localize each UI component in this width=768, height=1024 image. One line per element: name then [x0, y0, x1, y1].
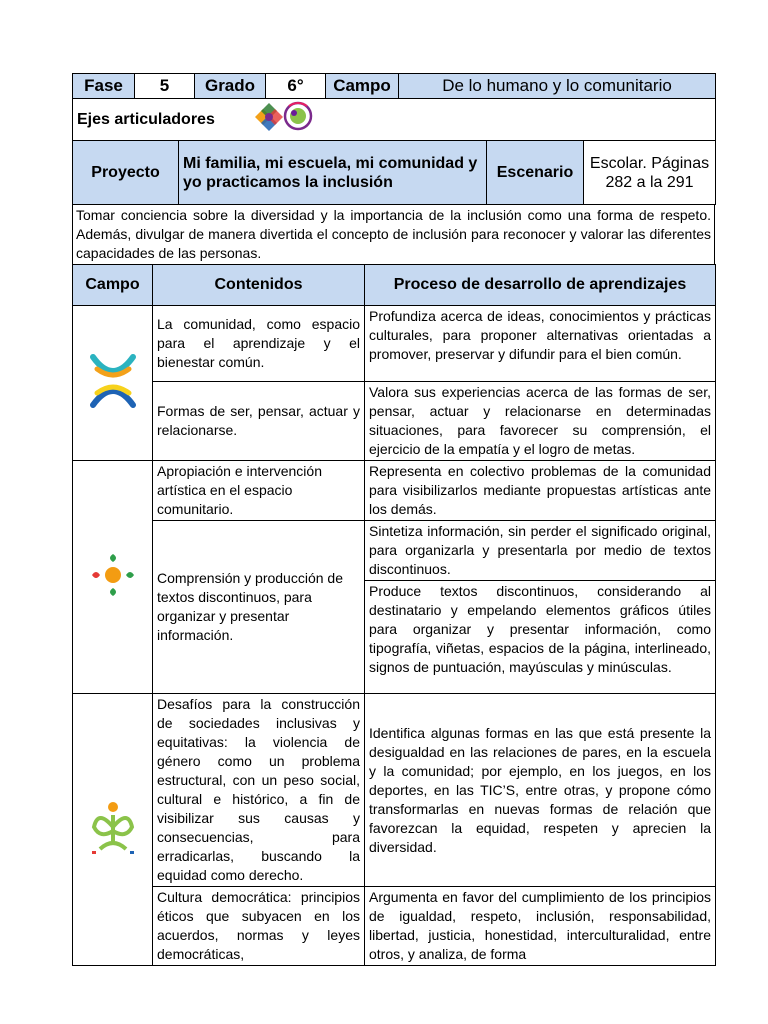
grado-label: Grado	[195, 74, 266, 99]
column-campo: Campo	[73, 265, 153, 306]
table-row	[73, 461, 716, 521]
campo-label: Campo	[326, 74, 399, 99]
lenguajes-icon	[88, 587, 138, 604]
campo-value: De lo humano y lo comunitario	[399, 74, 716, 99]
header-table	[72, 73, 716, 99]
purpose-table	[72, 204, 715, 265]
contenido-cell: Comprensión y producción de textos discontinuos, para organizar y presentar información.	[153, 521, 365, 694]
escenario-value: Escolar. Páginas 282 a la 291	[584, 141, 716, 205]
escenario-label: Escenario	[487, 141, 584, 205]
table-row	[73, 306, 716, 382]
project-purpose: Tomar conciencia sobre la diversidad y la importancia de la inclusión como una forma de respeto. Además, divulgar de manera divertida el concepto de inclusión para reconocer y valorar las diferentes capacidades de las personas.	[73, 205, 715, 265]
proceso-cell: Argumenta en favor del cumplimiento de los principios de igualdad, respeto, inclusión, responsabilidad, libertad, justicia, honestidad, interculturalidad, entre otros, y analiza, de forma	[365, 887, 716, 966]
ejes-articuladores-logo	[245, 99, 315, 140]
proceso-cell: Profundiza acerca de ideas, conocimientos y prácticas culturales, para proponer alternativas orientadas a promover, preservar y difundir para el bien común.	[365, 306, 716, 382]
saberes-icon	[87, 398, 139, 415]
column-proceso: Proceso de desarrollo de aprendizajes	[365, 265, 716, 306]
content-table	[72, 264, 716, 966]
fase-label: Fase	[73, 74, 135, 99]
proceso-cell: Representa en colectivo problemas de la comunidad para visibilizarlos mediante propuestas artísticas ante los demás.	[365, 461, 716, 521]
proceso-cell: Valora sus experiencias acerca de las formas de ser, pensar, actuar y relacionarse en determinadas situaciones, para favorecer su comprensión, el ejercicio de la empatía y el logro de metas.	[365, 382, 716, 461]
column-contenidos: Contenidos	[153, 265, 365, 306]
planning-sheet	[72, 73, 715, 966]
contenido-cell: Apropiación e intervención artística en el espacio comunitario.	[153, 461, 365, 521]
contenido-cell: Formas de ser, pensar, actuar y relacionarse.	[153, 382, 365, 461]
proyecto-table	[72, 140, 716, 205]
ejes-label: Ejes articuladores	[73, 99, 245, 141]
table-row	[73, 382, 716, 461]
etica-icon	[90, 842, 136, 859]
table-row	[73, 521, 716, 581]
contenido-cell: Desafíos para la construcción de sociedades inclusivas y equitativas: la violencia de género como un problema estructural, con un peso social, cultural e histórico, a fin de visibilizar sus causas y consecuencias, para erradicarlas, buscando la equidad como derecho.	[153, 694, 365, 887]
proceso-cell: Produce textos discontinuos, considerando al destinatario y empelando elementos gráficos útiles para organizar y presentar información, como tipografía, viñetas, espacios de la página, interlineado, signos de puntuación, mayúsculas y minúsculas.	[365, 581, 716, 694]
contenido-cell: La comunidad, como espacio para el aprendizaje y el bienestar común.	[153, 306, 365, 382]
grado-value: 6°	[266, 74, 326, 99]
table-row	[73, 694, 716, 887]
proyecto-label: Proyecto	[73, 141, 179, 205]
proceso-cell: Sintetiza información, sin perder el significado original, para organizarla y presentarla por medio de textos discontinuos.	[365, 521, 716, 581]
fase-value: 5	[135, 74, 195, 99]
table-row	[73, 887, 716, 966]
proyecto-title: Mi familia, mi escuela, mi comunidad y yo practicamos la inclusión	[179, 141, 487, 205]
ejes-table	[72, 98, 716, 141]
proceso-cell: Identifica algunas formas en las que está presente la desigualdad en las relaciones de pares, en la escuela y la comunidad; por ejemplo, en los juegos, en los deportes, en las TIC’S, entre otras, y propone cómo transformarlas en nuevas formas de relación que favorezcan la equidad, respeten y aprecien la diversidad.	[365, 694, 716, 887]
contenido-cell: Cultura democrática: principios éticos que subyacen en los acuerdos, normas y leyes democráticas,	[153, 887, 365, 966]
